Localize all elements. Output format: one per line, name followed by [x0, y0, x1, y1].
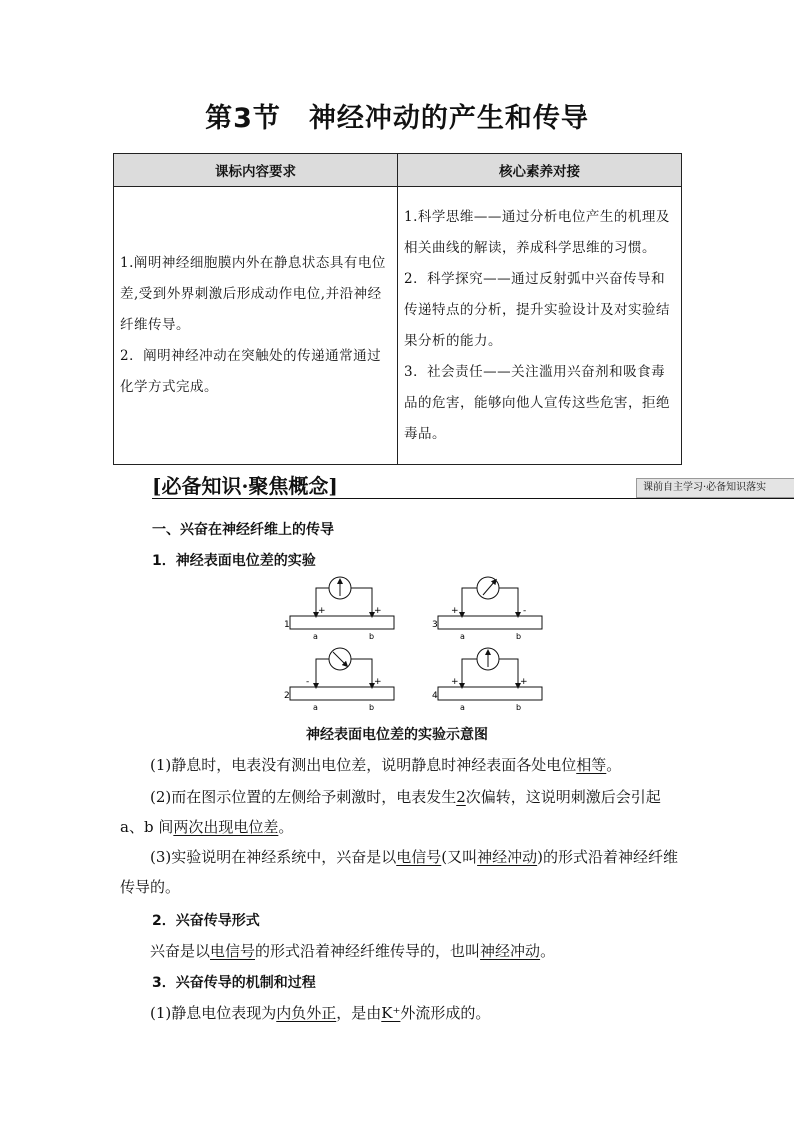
nerve-fiber [290, 616, 394, 629]
paragraph-resting: (1)静息时，电表没有测出电位差，说明静息时神经表面各处电位相等。 [150, 756, 622, 774]
panel-1 [290, 577, 394, 629]
charge-sign: + [520, 677, 528, 687]
nerve-fiber [290, 687, 394, 700]
panel-4 [438, 648, 542, 700]
section-divider [152, 498, 794, 499]
electrode-wire [499, 659, 518, 686]
subheading-form: 2．兴奋传导形式 [152, 913, 260, 929]
competency-item: 2．科学探究——通过反射弧中兴奋传导和传递特点的分析，提升实验设计及对实验结果分析的能力。 [404, 270, 670, 349]
paragraph-stimulus: (2)而在图示位置的左侧给予刺激时，电表发生2次偏转，这说明刺激后会引起 a、b 间两次出现电位差。 [120, 788, 661, 836]
electrode-wire [462, 588, 477, 615]
galvanometer [477, 577, 499, 599]
electrode-wire [462, 659, 477, 686]
subheading-experiment: 1．神经表面电位差的实验 [152, 553, 316, 569]
competency-item: 3．社会责任——关注滥用兴奋剂和吸食毒品的危害，能够向他人宣传这些危害，拒绝毒品。 [404, 363, 670, 442]
electrode-wire [499, 588, 518, 615]
answer-blank: 内负外正 [276, 1004, 337, 1022]
panel-3 [438, 577, 542, 629]
paragraph-resting-potential: (1)静息电位表现为内负外正，是由K⁺外流形成的。 [150, 1004, 491, 1022]
requirement-item: 2．阐明神经冲动在突触处的传递通常通过化学方式完成。 [120, 348, 382, 395]
charge-sign: + [318, 606, 326, 616]
answer-blank: 电信号 [210, 942, 256, 960]
answer-blank: 2 [456, 788, 466, 806]
experiment-diagram [280, 576, 550, 718]
competency-item: 1.科学思维——通过分析电位产生的机理及相关曲线的解读，养成科学思维的习惯。 [404, 208, 670, 256]
panel-2 [290, 648, 394, 700]
charge-sign: - [523, 606, 527, 616]
point-a-label: a [313, 632, 318, 641]
nerve-fiber [438, 616, 542, 629]
paragraph-form: 兴奋是以电信号的形式沿着神经纤维传导的，也叫神经冲动。 [150, 942, 556, 960]
point-b-label: b [369, 703, 375, 712]
panel-label: 1 [284, 620, 290, 630]
figure-caption: 神经表面电位差的实验示意图 [306, 727, 488, 743]
charge-sign: + [374, 606, 382, 616]
section-title: 神经冲动的产生和传导 [308, 103, 589, 134]
meter-needle [333, 652, 346, 665]
electrode-wire [316, 659, 329, 686]
answer-blank: K⁺ [381, 1004, 401, 1022]
requirement-item: 1.阐明神经细胞膜内外在静息状态具有电位差,受到外界刺激后形成动作电位,并沿神经纤维传导。 [120, 255, 386, 333]
section-number: 第3节 [205, 103, 281, 134]
point-a-label: a [460, 632, 465, 641]
panel-label: 2 [284, 691, 290, 701]
paragraph-conclusion: (3)实验说明在神经系统中，兴奋是以电信号(又叫神经冲动)的形式沿着神经纤维传导的。 [120, 848, 678, 896]
electrode-wire [351, 659, 372, 686]
charge-sign: + [451, 677, 459, 687]
charge-sign: - [306, 677, 310, 687]
page-title [0, 96, 794, 135]
requirements-cell [114, 187, 398, 465]
answer-blank: 相等 [576, 756, 607, 774]
charge-sign: + [374, 677, 382, 687]
point-a-label: a [313, 703, 318, 712]
section-tag: 课前自主学习·必备知识落实 [636, 478, 794, 498]
point-b-label: b [516, 632, 522, 641]
electrode-wire [351, 588, 372, 615]
answer-blank: 神经冲动 [477, 848, 538, 866]
panel-label: 4 [432, 691, 438, 701]
point-b-label: b [516, 703, 522, 712]
section-header: [必备知识·聚焦概念] [152, 474, 338, 498]
nerve-fiber [438, 687, 542, 700]
answer-blank: 神经冲动 [480, 942, 541, 960]
point-a-label: a [460, 703, 465, 712]
column-header-requirements: 课标内容要求 [114, 154, 398, 187]
panel-label: 3 [432, 620, 438, 630]
charge-sign: + [451, 606, 459, 616]
answer-blank: 电信号 [396, 848, 442, 866]
answer-blank: 两次出现电位差 [173, 818, 279, 836]
heading-conduction: 一、兴奋在神经纤维上的传导 [152, 522, 334, 538]
competencies-cell [398, 187, 682, 465]
meter-needle [483, 581, 495, 595]
subheading-mechanism: 3．兴奋传导的机制和过程 [152, 975, 316, 991]
standards-table [113, 153, 682, 465]
point-b-label: b [369, 632, 375, 641]
column-header-competencies: 核心素养对接 [398, 154, 682, 187]
